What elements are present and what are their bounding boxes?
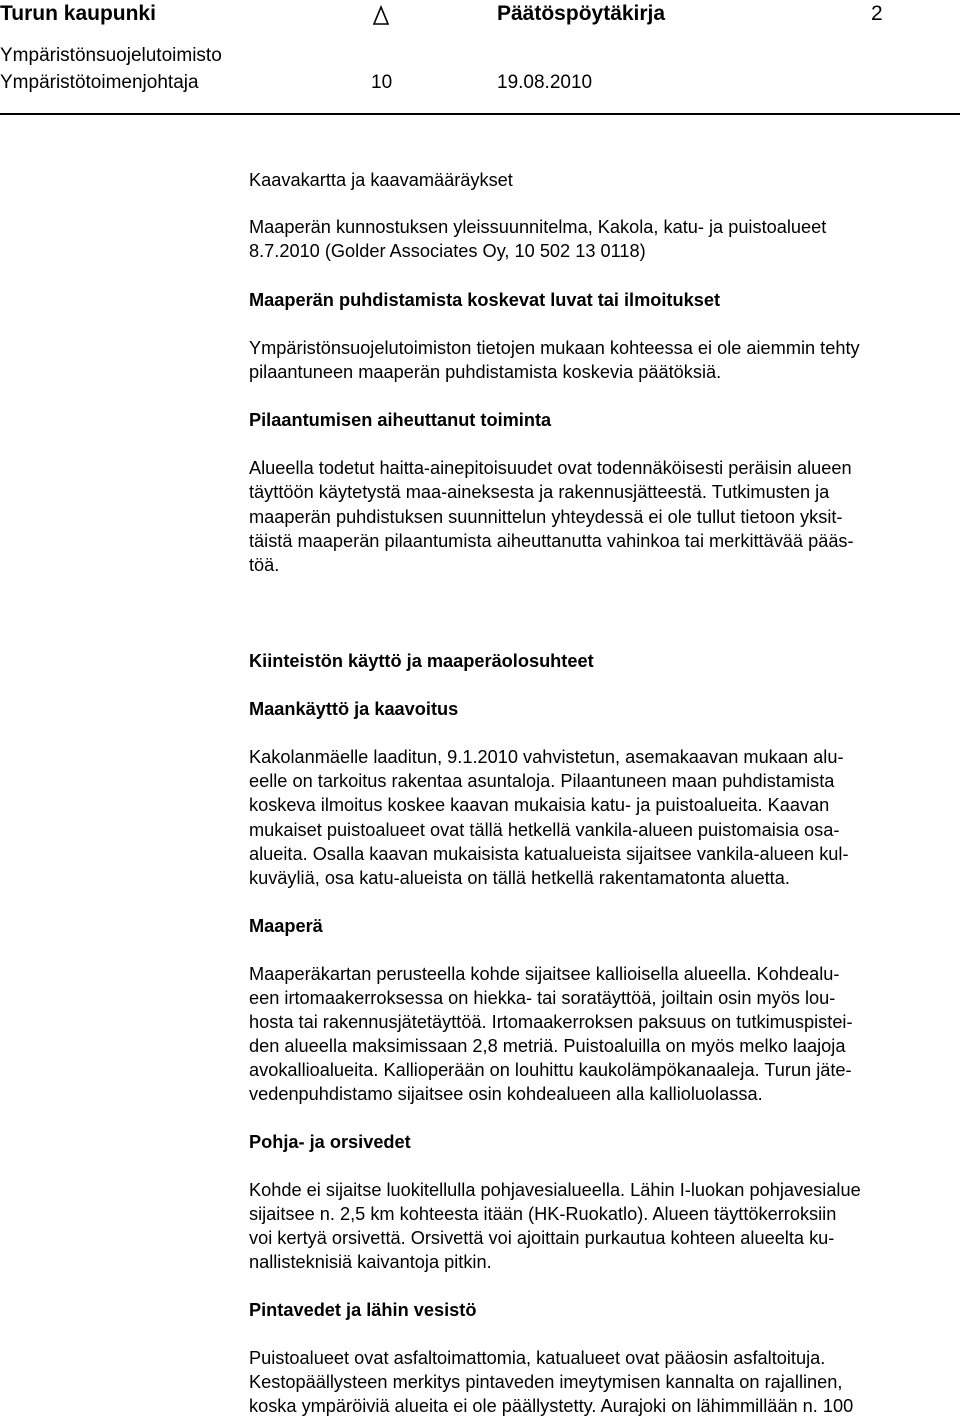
body-line: mukaiset puistoalueet ovat tällä hetkellä vankila-alueen puistomaisia osa-	[249, 820, 840, 840]
body-line: Kakolanmäelle laaditun, 9.1.2010 vahvistetun, asemakaavan mukaan alu-	[249, 747, 844, 767]
section-heading: Maaperän puhdistamista koskevat luvat tai ilmoitukset	[249, 290, 721, 310]
subsection-heading: Pintavedet ja lähin vesistö	[249, 1300, 477, 1320]
body-line: sijaitsee n. 2,5 km kohteesta itään (HK-Ruokatlo). Alueen täyttökerroksiin	[249, 1204, 837, 1224]
body-line: Puistoalueet ovat asfaltoimattomia, katualueet ovat pääosin asfaltoituja.	[249, 1348, 826, 1368]
body-line: maaperän puhdistuksen suunnittelun yhteydessä ei ole tullut tietoon yksit-	[249, 507, 843, 527]
subsection-heading: Pohja- ja orsivedet	[249, 1132, 411, 1152]
city-name: Turun kaupunki	[0, 2, 156, 25]
body-line: Maaperäkartan perusteella kohde sijaitsee kallioisella alueella. Kohdealu-	[249, 964, 840, 984]
office-name: Ympäristönsuojelutoimisto	[0, 45, 222, 66]
body-line: koska ympäröiviä alueita ei ole päällystetty. Aurajoki on lähimmillään n. 100	[249, 1396, 854, 1416]
subsection-heading: Maaperä	[249, 916, 323, 936]
subsection-heading: Maankäyttö ja kaavoitus	[249, 699, 459, 719]
meeting-date: 19.08.2010	[497, 72, 593, 93]
body-line: nallisteknisiä kaivantoja pitkin.	[249, 1252, 492, 1272]
body-line: Ympäristönsuojelutoimiston tietojen mukaan kohteessa ei ole aiemmin tehty	[249, 338, 860, 358]
body-line: täistä maaperän pilaantumista aiheuttanutta vahinkoa tai merkittävää pääs-	[249, 531, 854, 551]
section-number: 10	[371, 72, 393, 93]
body-line: kuväyliä, osa katu-alueista on tällä hetkellä rakentamatonta aluetta.	[249, 868, 790, 888]
body-line: avokallioalueita. Kallioperään on louhittu kaukolämpökanaaleja. Turun jäte-	[249, 1060, 852, 1080]
body-line: eelle on tarkoitus rakentaa asuntaloja. Pilaantuneen maan puhdistamista	[249, 771, 835, 791]
body-line: koskeva ilmoitus koskee kaavan mukaisia katu- ja puistoalueita. Kaavan	[249, 795, 830, 815]
body-line: Alueella todetut haitta-ainepitoisuudet ovat todennäköisesti peräisin alueen	[249, 458, 852, 478]
body-line: hosta tai rakennusjätetäyttöä. Irtomaakerroksen paksuus on tutkimuspistei-	[249, 1012, 853, 1032]
body-line: alueita. Osalla kaavan mukaisista katualueista sijaitsee vankila-alueen kul-	[249, 844, 849, 864]
header-divider	[0, 113, 960, 115]
body-line: vedenpuhdistamo sijaitsee osin kohdealueen alla kallioluolassa.	[249, 1084, 763, 1104]
body-line: Kestopäällysteen merkitys pintaveden imeytymisen kannalta on rajallinen,	[249, 1372, 843, 1392]
body-line: 8.7.2010 (Golder Associates Oy, 10 502 13 0118)	[249, 241, 646, 261]
body-line: täyttöön käytetystä maa-aineksesta ja rakennusjätteestä. Tutkimusten ja	[249, 482, 830, 502]
section-heading: Kiinteistön käyttö ja maaperäolosuhteet	[249, 651, 594, 671]
body-line: Maaperän kunnostuksen yleissuunnitelma, Kakola, katu- ja puistoalueet	[249, 217, 827, 237]
paragraph-icon	[371, 4, 391, 26]
document-type: Päätöspöytäkirja	[497, 2, 666, 25]
body-line: voi kertyä orsivettä. Orsivettä voi ajoittain purkautua kohteen alueelta ku-	[249, 1228, 835, 1248]
body-line: den alueella maksimissaan 2,8 metriä. Puistoaluilla on myös melko laajoja	[249, 1036, 846, 1056]
official-title: Ympäristötoimenjohtaja	[0, 72, 199, 93]
body-line: Kohde ei sijaitse luokitellulla pohjavesialueella. Lähin I-luokan pohjavesialue	[249, 1180, 861, 1200]
body-line: Kaavakartta ja kaavamääräykset	[249, 170, 513, 190]
section-heading: Pilaantumisen aiheuttanut toiminta	[249, 410, 552, 430]
body-line: töä.	[249, 555, 280, 575]
page-number: 2	[871, 2, 883, 25]
body-line: een irtomaakerroksessa on hiekka- tai soratäyttöä, joiltain osin myös lou-	[249, 988, 836, 1008]
body-line: pilaantuneen maaperän puhdistamista koskevia päätöksiä.	[249, 362, 722, 382]
